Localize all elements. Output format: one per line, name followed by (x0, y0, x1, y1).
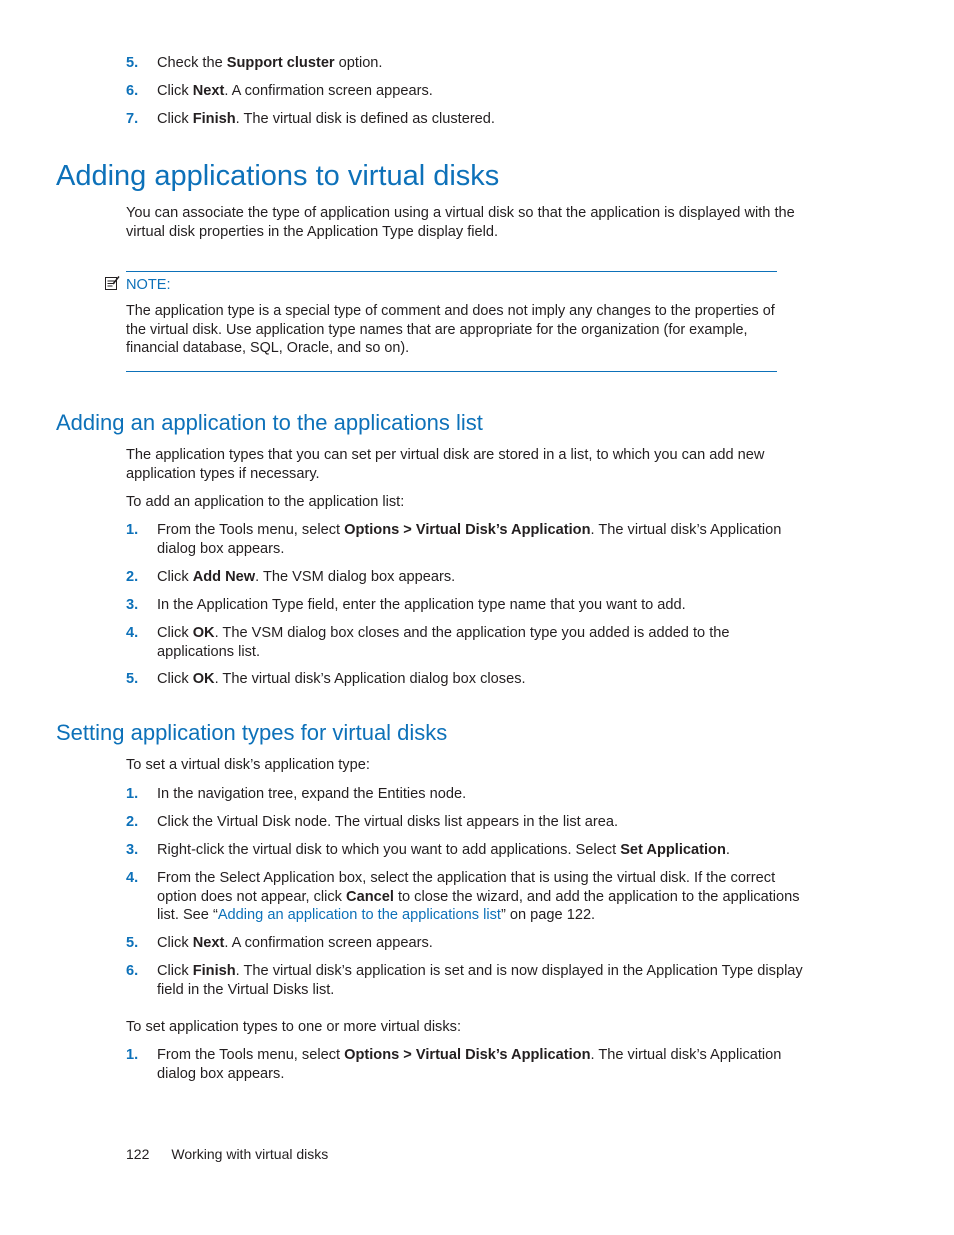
step-number: 2. (126, 569, 139, 585)
note-text: The application type is a special type of comment and does not imply any changes to the properties of the virtual disk. Use application type names that are appropriate for the organization (for example, financial database, SQL, Oracle, and so on). (126, 303, 775, 357)
procedure-lead: To add an application to the application list: (126, 494, 405, 510)
cross-reference-link[interactable]: Adding an application to the applications list (217, 907, 501, 924)
step-number: 5. (126, 671, 139, 687)
step-text: Right-click the virtual disk to which you want to add applications. Select Set Application. (157, 842, 730, 858)
step-text: In the Application Type field, enter the application type name that you want to add. (157, 597, 686, 613)
step-number: 7. (126, 111, 139, 127)
section-heading: Adding applications to virtual disks (56, 160, 500, 192)
step-number: 2. (126, 814, 139, 830)
step-text: Click Finish. The virtual disk is defined as clustered. (157, 111, 495, 127)
procedure-lead: To set a virtual disk’s application type: (126, 757, 370, 773)
procedure-lead: To set application types to one or more virtual disks: (126, 1019, 462, 1035)
section-intro: The application types that you can set per virtual disk are stored in a list, to which you can add new application types if necessary. (126, 447, 765, 482)
step-number: 4. (126, 870, 139, 886)
step-number: 4. (126, 625, 139, 641)
note-icon (104, 275, 120, 291)
step-text: Click the Virtual Disk node. The virtual disks list appears in the list area. (157, 814, 618, 830)
step-number: 6. (126, 83, 139, 99)
step-text: Click OK. The virtual disk’s Application dialog box closes. (157, 671, 526, 687)
step-number: 3. (126, 597, 139, 613)
step-text: In the navigation tree, expand the Entities node. (157, 786, 467, 802)
step-text: Check the Support cluster option. (157, 55, 383, 71)
note-label: NOTE: (126, 277, 171, 293)
step-number: 5. (126, 55, 139, 71)
section-intro: You can associate the type of application using a virtual disk so that the application is displayed with the virtual disk properties in the Application Type display field. (126, 205, 795, 240)
step-number: 1. (126, 522, 139, 538)
step-text: From the Tools menu, select Options > Virtual Disk’s Application. The virtual disk’s Application dialog box appears. (157, 1047, 782, 1082)
subsection-heading: Setting application types for virtual disks (56, 720, 448, 745)
step-number: 3. (126, 842, 139, 858)
step-number: 1. (126, 786, 139, 802)
note-bottom-rule (126, 371, 777, 372)
step-text: From the Tools menu, select Options > Virtual Disk’s Application. The virtual disk’s Application dialog box appears. (157, 522, 782, 557)
step-text: Click Next. A confirmation screen appears. (157, 83, 433, 99)
step-text: Click Finish. The virtual disk’s application is set and is now displayed in the Application Type display field in the Virtual Disks list. (157, 963, 803, 998)
step-text: Click Add New. The VSM dialog box appears. (157, 569, 456, 585)
step-number: 1. (126, 1047, 139, 1063)
step-number: 5. (126, 935, 139, 951)
step-text: Click OK. The VSM dialog box closes and the application type you added is added to the applications list. (157, 625, 730, 660)
step-text: From the Select Application box, select the application that is using the virtual disk. If the correct option does not appear, click Cancel to close the wizard, and add the application to the applications list. See “Adding an application to the applications list” on page 122. (157, 870, 800, 924)
step-text: Click Next. A confirmation screen appears. (157, 935, 433, 951)
page-number: 122 (126, 1146, 150, 1162)
note-top-rule (126, 271, 777, 272)
chapter-title: Working with virtual disks (171, 1146, 329, 1162)
subsection-heading: Adding an application to the applications list (56, 410, 483, 435)
step-number: 6. (126, 963, 139, 979)
page-footer (126, 1145, 328, 1164)
